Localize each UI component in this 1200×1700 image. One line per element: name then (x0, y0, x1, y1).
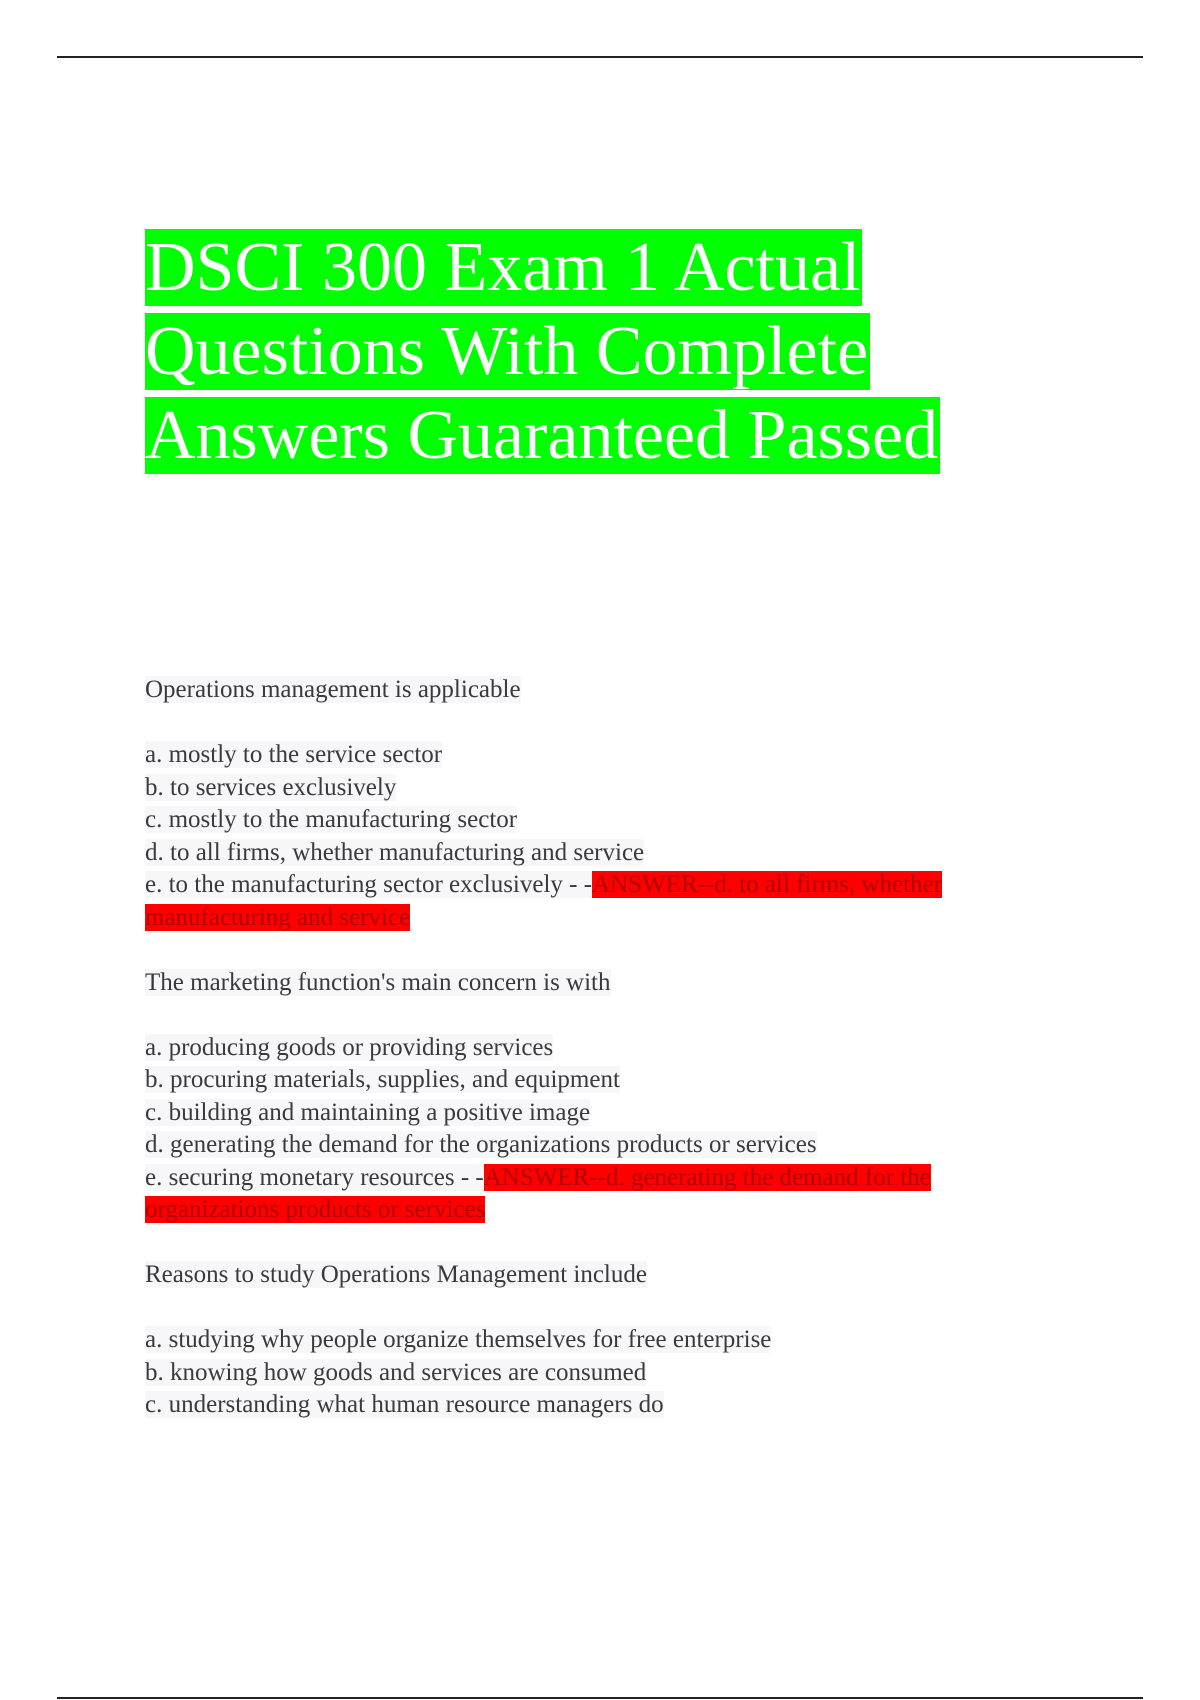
question-3 (145, 1259, 1045, 1422)
document-title (145, 226, 1145, 478)
option-b: b. procuring materials, supplies, and equipment (145, 1066, 620, 1093)
question-stem: The marketing function's main concern is with (145, 968, 611, 996)
title-line-3: Answers Guaranteed Passed (145, 397, 939, 474)
title-line-1: DSCI 300 Exam 1 Actual (145, 229, 861, 306)
option-c: c. building and maintaining a positive image (145, 1098, 591, 1126)
answer-highlight-continued: organizations products or services (145, 1196, 486, 1223)
answer-highlight: ANSWER--d. to all firms, whether (592, 871, 942, 898)
question-2 (145, 967, 1045, 1227)
bottom-rule (57, 1697, 1143, 1699)
option-b: b. to services exclusively (145, 773, 397, 801)
top-rule (57, 56, 1143, 58)
option-a: a. mostly to the service sector (145, 741, 443, 768)
option-c: c. mostly to the manufacturing sector (145, 806, 518, 833)
option-a: a. producing goods or providing services (145, 1033, 554, 1061)
option-d: d. to all firms, whether manufacturing and service (145, 838, 645, 866)
answer-highlight-continued: manufacturing and service (145, 903, 411, 931)
option-e: e. to the manufacturing sector exclusively - - (145, 871, 593, 898)
option-e: e. securing monetary resources - - (145, 1163, 484, 1191)
option-c: c. understanding what human resource managers do (145, 1391, 664, 1418)
question-1 (145, 674, 1045, 934)
question-stem: Operations management is applicable (145, 676, 521, 703)
question-stem: Reasons to study Operations Management include (145, 1261, 647, 1288)
option-b: b. knowing how goods and services are consumed (145, 1358, 647, 1386)
title-line-2: Questions With Complete (145, 313, 869, 390)
option-d: d. generating the demand for the organizations products or services (145, 1131, 817, 1158)
question-list (145, 674, 1045, 1422)
answer-highlight: ANSWER--d. generating the demand for the (483, 1163, 931, 1191)
option-a: a. studying why people organize themselves for free enterprise (145, 1326, 772, 1353)
